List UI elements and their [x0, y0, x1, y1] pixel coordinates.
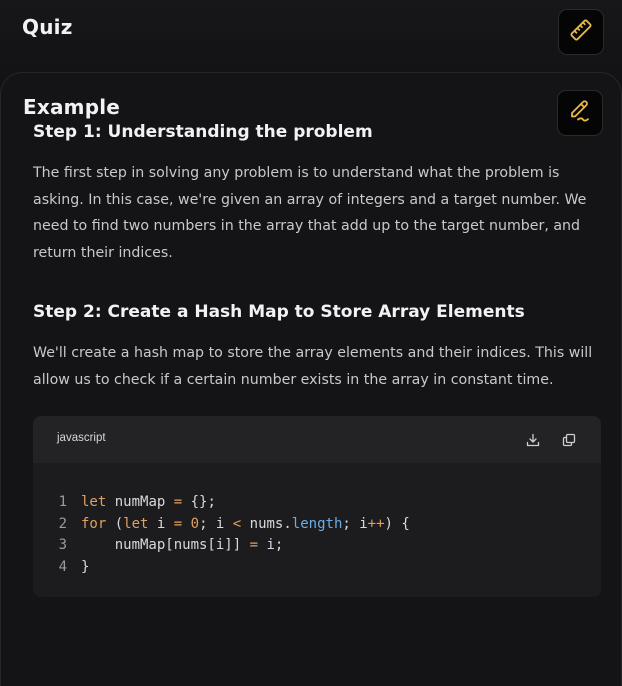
- step-2-line: allow us to check if a certain number exists in the array in constant time.: [33, 371, 554, 388]
- step-2-line: We'll create a hash map to store the array elements and their indices. This will: [33, 345, 593, 361]
- code-language: javascript: [57, 432, 106, 444]
- line-number: 2: [58, 515, 67, 532]
- step-2-title: Step 2: Create a Hash Map to Store Array Elements: [33, 302, 525, 322]
- example-title: Example: [23, 95, 121, 119]
- line-number: 3: [58, 537, 67, 553]
- step-1-text: [33, 160, 598, 266]
- step-2-text: [33, 340, 598, 393]
- step-1-line: need to find two numbers in the array that add up to the target number, and: [33, 218, 581, 234]
- code-line: 1 let numMap = {};: [33, 492, 601, 514]
- step-1-line: return their indices.: [33, 244, 173, 261]
- code-line: 3 numMap[nums[i]] = i;: [33, 535, 601, 557]
- step-1-line: The first step in solving any problem is to understand what the problem is: [33, 165, 560, 181]
- code-body: [33, 492, 601, 578]
- code-line: 2 for ( let i = 0 ; i < nums. length ; i ++ ) {: [33, 514, 601, 536]
- copy-icon[interactable]: [559, 430, 579, 450]
- code-line: 4 }: [33, 557, 601, 579]
- step-1-title: Step 1: Understanding the problem: [33, 122, 373, 142]
- quiz-title: Quiz: [22, 15, 73, 39]
- pen-icon: [567, 98, 593, 128]
- download-icon[interactable]: [523, 430, 543, 450]
- line-number: 1: [58, 494, 67, 510]
- example-button[interactable]: [557, 90, 603, 136]
- code-block: [33, 416, 601, 597]
- line-number: 4: [58, 558, 67, 575]
- quiz-button[interactable]: [558, 9, 604, 55]
- code-header: [33, 416, 601, 463]
- step-1-line: asking. In this case, we're given an array of integers and a target number. We: [33, 191, 587, 208]
- ruler-icon: [568, 17, 594, 47]
